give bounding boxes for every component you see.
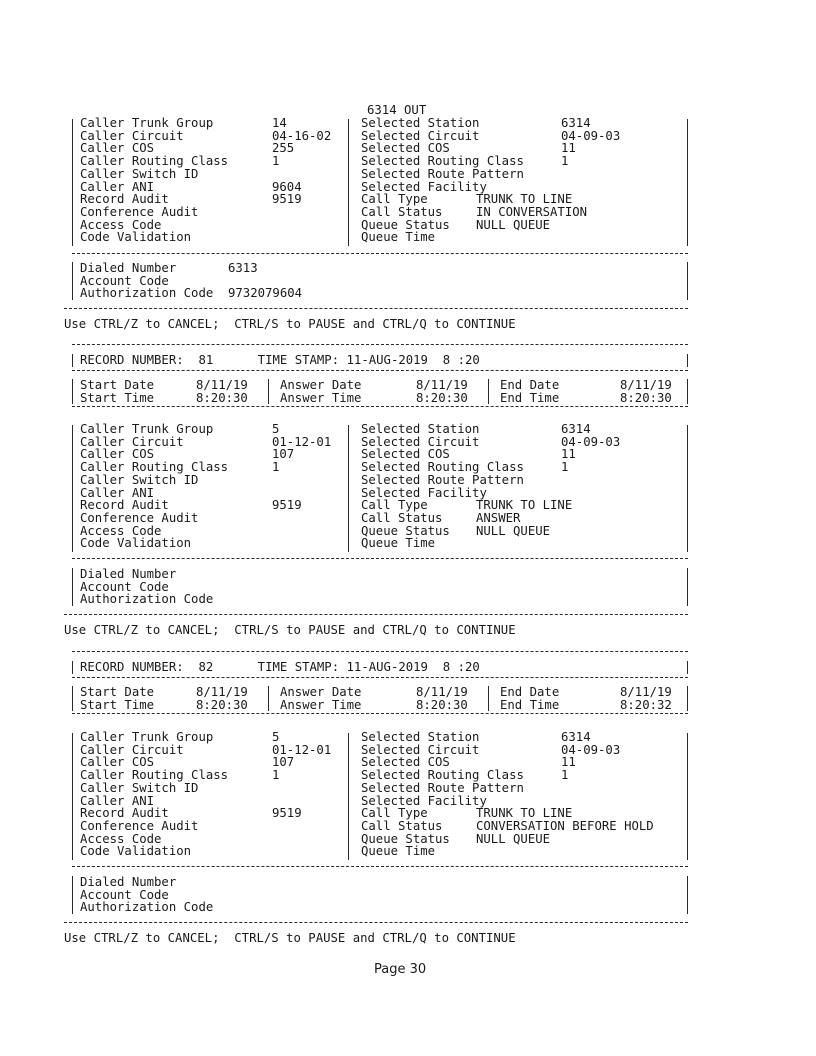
start-time-value: 8:20:30 [196,390,248,405]
selected-field-label: Selected Routing Class [361,768,524,783]
selected-field-value: IN CONVERSATION [476,204,588,219]
caller-field-value: 5 [272,422,280,436]
answer-time-label: Answer Time [280,390,362,405]
caller-field-label: Conference Audit [80,818,199,833]
caller-field-value: 107 [272,755,295,770]
end-date-value: 8/11/19 [620,685,672,699]
selected-field-value: 1 [561,768,569,783]
caller-field-label: Caller Circuit [80,742,184,757]
vertical-border [72,686,73,711]
selected-field-value: 11 [561,141,576,156]
vertical-border [687,876,688,914]
vertical-border [687,262,688,300]
vertical-border [348,733,349,860]
dashed-separator [64,922,688,923]
dialed-field-label: Account Code [80,887,169,902]
caller-field-value: 107 [272,447,295,462]
vertical-border [72,262,73,300]
caller-field-label: Access Code [80,523,162,538]
selected-field-label: Selected Circuit [361,128,480,143]
caller-field-value: 04-16-02 [272,128,332,143]
end-date-value: 8/11/19 [620,378,672,392]
caller-field-label: Caller COS [80,141,155,156]
selected-field-value: 6314 [561,422,591,436]
vertical-border [72,425,73,552]
dashed-separator [72,558,688,559]
selected-field-label: Call Status [361,204,443,219]
end-date-label: End Date [500,685,560,699]
vertical-border [348,425,349,552]
caller-field-label: Conference Audit [80,204,199,219]
selected-field-label: Selected Circuit [361,742,480,757]
caller-field-label: Caller ANI [80,179,155,194]
selected-field-value: TRUNK TO LINE [476,806,573,821]
vertical-border [268,686,269,711]
dashed-separator [72,344,688,345]
caller-field-label: Caller Trunk Group [80,422,214,436]
answer-date-label: Answer Date [280,378,362,392]
dialed-field-value: 6313 [228,261,258,275]
selected-field-label: Selected COS [361,755,450,770]
selected-field-label: Queue Time [361,536,436,551]
selected-field-label: Queue Time [361,230,436,245]
end-date-label: End Date [500,378,560,392]
caller-field-value: 255 [272,141,295,156]
vertical-border [687,119,688,246]
record-top-label: 6314 OUT [367,103,427,117]
caller-field-label: Caller ANI [80,793,155,808]
vertical-border [72,733,73,860]
selected-field-label: Selected Routing Class [361,154,524,169]
selected-field-value: NULL QUEUE [476,831,551,846]
dialed-field-label: Authorization Code [80,900,214,915]
selected-field-label: Selected Routing Class [361,460,524,475]
selected-field-label: Queue Status [361,217,450,232]
selected-field-value: NULL QUEUE [476,217,551,232]
vertical-border [72,568,73,606]
vertical-border [687,686,688,711]
caller-field-label: Record Audit [80,806,169,821]
selected-field-label: Selected Route Pattern [361,472,524,487]
caller-field-label: Caller Trunk Group [80,116,214,130]
caller-field-value: 9519 [272,498,302,513]
selected-field-label: Selected Facility [361,793,487,808]
end-time-label: End Time [500,390,560,405]
vertical-border [687,568,688,606]
end-time-value: 8:20:30 [620,390,672,405]
dashed-separator [72,866,688,867]
record-header-82: RECORD NUMBER: 82 TIME STAMP: 11-AUG-2019 8 :20 [80,660,480,674]
dialed-field-label: Dialed Number [80,875,177,889]
answer-time-value: 8:20:30 [416,390,468,405]
dialed-field-label: Authorization Code [80,592,214,607]
dashed-separator [64,614,688,615]
start-date-label: Start Date [80,685,155,699]
selected-field-value: TRUNK TO LINE [476,192,573,207]
vertical-border [687,379,688,404]
continue-prompt: Use CTRL/Z to CANCEL; CTRL/S to PAUSE and CTRL/Q to CONTINUE [64,317,516,331]
caller-field-label: Caller ANI [80,485,155,500]
selected-field-value: NULL QUEUE [476,523,551,538]
selected-field-value: 1 [561,460,569,475]
selected-field-label: Selected COS [361,141,450,156]
selected-field-label: Selected Station [361,422,480,436]
selected-field-label: Queue Status [361,831,450,846]
caller-field-label: Caller COS [80,755,155,770]
answer-time-value: 8:20:30 [416,697,468,712]
caller-field-label: Access Code [80,217,162,232]
vertical-border [72,379,73,404]
caller-field-label: Caller Circuit [80,128,184,143]
selected-field-value: CONVERSATION BEFORE HOLD [476,818,654,833]
dashed-separator [72,253,688,254]
vertical-border [687,425,688,552]
vertical-border [348,119,349,246]
selected-field-label: Call Status [361,510,443,525]
selected-field-value: 04-09-03 [561,128,621,143]
caller-field-label: Caller Routing Class [80,768,229,783]
selected-field-label: Selected Facility [361,179,487,194]
selected-field-label: Selected COS [361,447,450,462]
caller-field-label: Caller Switch ID [80,472,199,487]
selected-field-value: TRUNK TO LINE [476,498,573,513]
caller-field-value: 5 [272,730,280,744]
caller-field-value: 01-12-01 [272,742,332,757]
caller-field-value: 1 [272,460,280,475]
caller-field-label: Caller Circuit [80,434,184,449]
vertical-border [687,661,688,674]
selected-field-value: 11 [561,447,576,462]
caller-field-value: 1 [272,154,280,169]
caller-field-label: Caller Routing Class [80,460,229,475]
vertical-border [268,379,269,404]
start-time-label: Start Time [80,697,155,712]
answer-date-value: 8/11/19 [416,685,468,699]
vertical-border [488,686,489,711]
caller-field-value: 14 [272,116,287,130]
continue-prompt: Use CTRL/Z to CANCEL; CTRL/S to PAUSE and CTRL/Q to CONTINUE [64,623,516,637]
caller-field-label: Code Validation [80,230,192,245]
selected-field-label: Selected Facility [361,485,487,500]
record-header-81: RECORD NUMBER: 81 TIME STAMP: 11-AUG-2019 8 :20 [80,353,480,367]
caller-field-label: Caller Trunk Group [80,730,214,744]
selected-field-value: 04-09-03 [561,742,621,757]
caller-field-value: 1 [272,768,280,783]
caller-field-label: Caller COS [80,447,155,462]
vertical-border [72,661,73,674]
start-time-value: 8:20:30 [196,697,248,712]
selected-field-value: ANSWER [476,510,521,525]
caller-field-label: Caller Routing Class [80,154,229,169]
selected-field-label: Queue Time [361,844,436,859]
caller-field-label: Record Audit [80,192,169,207]
selected-field-value: 04-09-03 [561,434,621,449]
caller-field-label: Caller Switch ID [80,166,199,181]
start-date-value: 8/11/19 [196,685,248,699]
caller-field-label: Code Validation [80,536,192,551]
caller-field-label: Record Audit [80,498,169,513]
start-date-label: Start Date [80,378,155,392]
caller-field-label: Caller Switch ID [80,780,199,795]
dialed-field-label: Dialed Number [80,567,177,581]
dashed-separator [72,713,688,714]
start-date-value: 8/11/19 [196,378,248,392]
selected-field-label: Selected Station [361,730,480,744]
selected-field-label: Call Status [361,818,443,833]
selected-field-label: Call Type [361,498,428,513]
dialed-field-value: 9732079604 [228,286,303,301]
vertical-border [72,876,73,914]
caller-field-value: 9519 [272,192,302,207]
vertical-border [488,379,489,404]
selected-field-label: Selected Station [361,116,480,130]
dashed-separator [72,370,688,371]
caller-field-value: 9604 [272,179,302,194]
vertical-border [72,354,73,367]
caller-field-value: 01-12-01 [272,434,332,449]
answer-date-value: 8/11/19 [416,378,468,392]
answer-date-label: Answer Date [280,685,362,699]
dialed-field-label: Account Code [80,273,169,288]
selected-field-label: Call Type [361,192,428,207]
vertical-border [687,733,688,860]
vertical-border [72,119,73,246]
caller-field-label: Code Validation [80,844,192,859]
selected-field-value: 6314 [561,730,591,744]
dashed-separator [72,406,688,407]
answer-time-label: Answer Time [280,697,362,712]
selected-field-value: 11 [561,755,576,770]
end-time-label: End Time [500,697,560,712]
dashed-separator [72,677,688,678]
dashed-separator [72,651,688,652]
selected-field-label: Selected Circuit [361,434,480,449]
start-time-label: Start Time [80,390,155,405]
dialed-field-label: Dialed Number [80,261,177,275]
dialed-field-label: Account Code [80,579,169,594]
selected-field-value: 1 [561,154,569,169]
selected-field-label: Queue Status [361,523,450,538]
selected-field-label: Call Type [361,806,428,821]
continue-prompt: Use CTRL/Z to CANCEL; CTRL/S to PAUSE and CTRL/Q to CONTINUE [64,931,516,945]
vertical-border [687,354,688,367]
end-time-value: 8:20:32 [620,697,672,712]
selected-field-label: Selected Route Pattern [361,780,524,795]
caller-field-label: Access Code [80,831,162,846]
caller-field-value: 9519 [272,806,302,821]
page-number: Page 30 [374,962,427,977]
selected-field-value: 6314 [561,116,591,130]
dialed-field-label: Authorization Code [80,286,214,301]
caller-field-label: Conference Audit [80,510,199,525]
selected-field-label: Selected Route Pattern [361,166,524,181]
dashed-separator [64,308,688,309]
